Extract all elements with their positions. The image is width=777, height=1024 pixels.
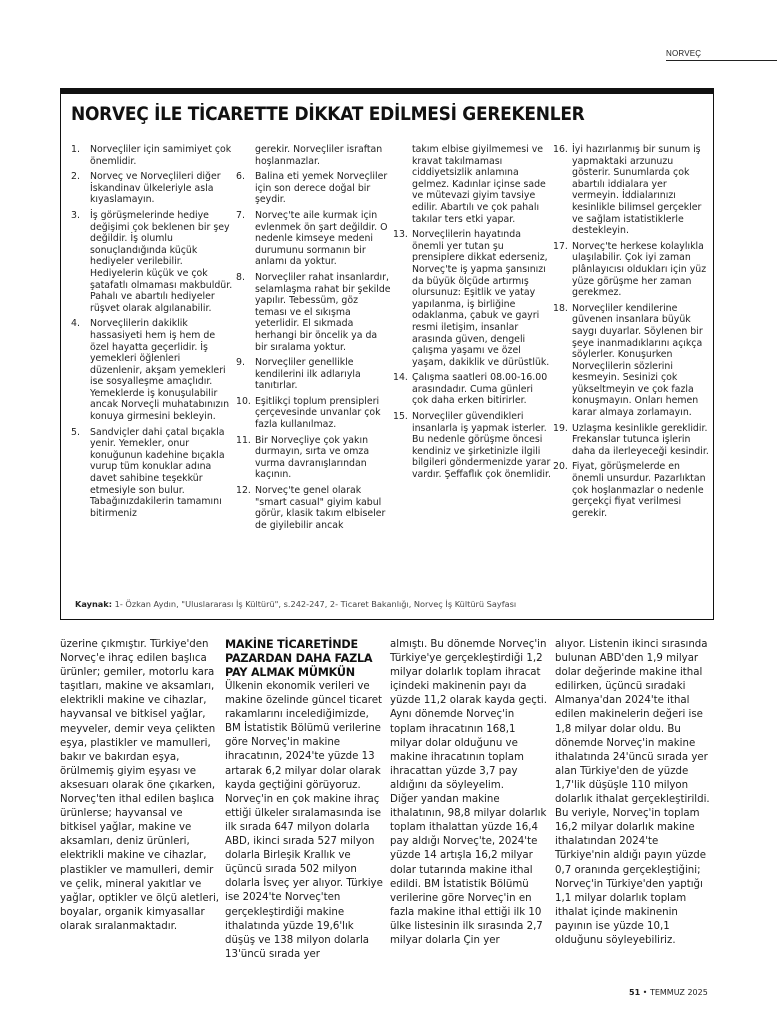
list-item: 3. İş görüşmelerinde hediye değişimi çok beklenen bir şey değildir. İş olumlu sonuçlandığında küçük hediyeler verilebilir. Hediyelerin küçük ve çok şatafatlı olmaması makbuldür. Pahalı ve abartılı hediyeler rüşvet olarak algılanabilir. xyxy=(71,209,233,314)
article-column-4 xyxy=(555,638,715,962)
list-item: 11. Bir Norveçliye çok yakın durmayın, sırta ve omza vurma davranışlarından kaçının. xyxy=(236,434,370,481)
list-item: 4. Norveçlilerin dakiklik hassasiyeti hem iş hem de özel hayatta geçerlidir. İş yemekleri öğlenleri düzenlenir, akşam yemekleri ise sosyalleşme amaçlıdır. Yemeklerde iş konuşulabilir ancak Norveçli muhatabınızın konuya girmesini bekleyin. xyxy=(71,318,230,423)
paragraph: üzerine çıkmıştır. Türkiye'den Norveç'e ihraç edilen başlıca ürünler; gemiler, motorlu kara taşıtları, makine ve aksamları, elektrikli makine ve cihazlar, hayvansal ve bitkisel yağlar, meyveler, demir veya çelikten eşya, plastikler ve mamulleri, bakır ve bakırdan eşya, örülmemiş giyim eşyası ve aksesuarı olarak öne çıkarken, Norveç'ten ithal edilen başlıca ürünlerse; hayvansal ve bitkisel yağlar, makine ve aksamları, deniz ürünleri, elektrikli makine ve cihazlar, plastikler ve mamulleri, demir ve çelik, mineral yakıtlar ve yağlar, optikler ve ölçü aletleri, boyalar, organik kimyasallar olarak sıralanmaktadır. xyxy=(60,639,220,932)
source-text: 1- Özkan Aydın, "Uluslararası İş Kültürü", s.242-247, 2- Ticaret Bakanlığı, Norveç İş Kültürü Sayfası xyxy=(112,599,517,609)
paragraph: Ülkenin ekonomik verileri ve makine özelinde güncel ticaret rakamlarını incelediğimizde, BM İstatistik Bölümü verilerine göre Norveç'in makine ihracatının, 2024'te yüzde 13 artarak 6,2 milyar dolar olarak kayda geçtiğini görüyoruz. Norveç'in en çok makine ihraç ettiği ülkeler sıralamasında ise ilk sırada 647 milyon dolarla ABD, ikinci sırada 527 milyon dolarla Birleşik Krallık ve üçüncü sırada 502 milyon dolarla İsveç yer alıyor. Türkiye ise 2024'te Norveç'ten gerçekleştirdiği makine ithalatında yüzde 19,6'lık düşüş ve 138 milyon dolarla 13'üncü sırada yer xyxy=(225,681,383,960)
list-item-continuation: takım elbise giyilmemesi ve kravat takılmaması ciddiyetsizlik anlamına gelmez. Kadınlar içinse sade ve mütevazi giyim tavsiye edilir. Abartılı ve çok pahalı takılar ters etki yapar. xyxy=(412,144,546,225)
page-footer xyxy=(629,988,708,997)
list-item: 10. Eşitlikçi toplum prensipleri çerçevesinde unvanlar çok fazla kullanılmaz. xyxy=(236,395,381,431)
paragraph: Diğer yandan makine ithalatının, 98,8 milyar dolarlık toplam ithalattan yüzde 16,4 pay aldığı Norveç'te, 2024'te yüzde 14 artışla 16,2 milyar dolar tutarında makine ithal edildi. BM İstatistik Bölümü verilerine göre Norveç'in en fazla makine ithal ettiği ilk 10 ülke listesinin ilk sırasında 2,7 milyar dolarla Çin yer xyxy=(390,794,547,946)
list-item: 1. Norveçliler için samimiyet çok önemlidir. xyxy=(71,144,232,167)
list-item: 8. Norveçliler rahat insanlardır, selamlaşma rahat bir şekilde yapılır. Tebessüm, göz teması ve el sıkışma yeterlidir. El sıkmada herhangi bir öncelik ya da bir sıralama yoktur. xyxy=(236,271,391,353)
list-item: 17. Norveç'te herkese kolaylıkla ulaşılabilir. Çok iyi zaman plânlayıcısı oldukları için yüz yüze görüşme her zaman gerekmez. xyxy=(553,240,707,299)
issue-date: TEMMUZ 2025 xyxy=(649,988,708,997)
list-item: 12. Norveç'te genel olarak "smart casual" giyim kabul görür, klasik takım elbiseler de giyilebilir ancak xyxy=(236,485,386,531)
article-column-1 xyxy=(60,638,220,962)
list-item: 16. İyi hazırlanmış bir sunum iş yapmaktaki arzunuzu gösterir. Sunumlarda çok abartılı iddialara yer vermeyin. İddialarınızı kesinlikle bilimsel gerçekler ve sağlam istatistiklerle destekleyin. xyxy=(553,144,702,237)
tips-box xyxy=(60,88,714,620)
list-item: 6. Balina eti yemek Norveçliler için son derece doğal bir şeydir. xyxy=(236,171,388,206)
list-item-continuation: gerekir. Norveçliler israftan hoşlanmazlar. xyxy=(255,144,383,167)
list-item: 20. Fiyat, görüşmelerde en önemli unsurdur. Pazarlıktan çok hoşlanmazlar o nedenle gerçekçi fiyat verilmesi gerekir. xyxy=(553,461,706,519)
list-item: 14. Çalışma saatleri 08.00-16.00 arasındadır. Cuma günleri çok daha erken bitirirler. xyxy=(393,372,548,407)
box-title: NORVEÇ İLE TİCARETTE DİKKAT EDİLMESİ GEREKENLER xyxy=(71,104,585,125)
source-citation xyxy=(75,599,516,609)
page-number: 51 xyxy=(629,988,641,997)
list-item: 7. Norveç'te aile kurmak için evlenmek ön şart değildir. O nedenle kimseye medeni durumunu sormanın bir anlamı da yoktur. xyxy=(236,209,388,268)
list-item: 19. Uzlaşma kesinlikle gereklidir. Frekanslar tutunca işlerin daha da ilerleyeceği kesindir. xyxy=(553,422,709,457)
list-item: 2. Norveç ve Norveçlileri diğer İskandinav ülkeleriyle asla kıyaslamayın. xyxy=(71,171,221,206)
article-column-2 xyxy=(225,638,385,962)
paragraph: alıyor. Listenin ikinci sırasında bulunan ABD'den 1,9 milyar dolar değerinde makine ithal edilirken, üçüncü sıradaki Almanya'dan 2024'te ithal edilen makinelerin değeri ise 1,8 milyar dolar oldu. Bu dönemde Norveç'in makine ithalatında 24'üncü sırada yer alan Türkiye'den de yüzde 1,7'lik düşüşle 110 milyon dolarlık ithalat gerçekleştirildi. Bu veriyle, Norveç'in toplam 16,2 milyar dolarlık makine ithalatından 2024'te Türkiye'nin aldığı payın yüzde 0,7 oranında gerçekleştiğini; Norveç'in Türkiye'den yaptığı 1,1 milyar dolarlık toplam ithalat içinde makinenin payının ise yüzde 10,1 olduğunu söyleyebiliriz. xyxy=(555,639,710,946)
tips-column-2 xyxy=(236,144,391,596)
article-body xyxy=(60,638,715,962)
subheading: MAKİNE TİCARETİNDE PAZARDAN DAHA FAZLA PAY ALMAK MÜMKÜN xyxy=(225,638,373,679)
section-rule xyxy=(666,60,777,61)
tips-column-4 xyxy=(553,144,713,596)
list-item: 9. Norveçliler genellikle kendilerini ilk adlarıyla tanıtırlar. xyxy=(236,357,361,392)
tips-column-3 xyxy=(393,144,551,596)
list-item: 18. Norveçliler kendilerine güvenen insanlara büyük saygı duyarlar. Söylenen bir şeye inanmadıklarını açıkça söylerler. Konuşurken Norveçlilerin sözlerini kesmeyin. Sesinizi çok yükseltmeyin ve çok fazla konuşmayın. Onları hemen karar almaya zorlamayın. xyxy=(553,302,703,419)
list-item: 15. Norveçliler güvendikleri insanlarla iş yapmak isterler. Bu nedenle görüşme öncesi kendiniz ve şirketinizle ilgili bilgileri göndermenizde yarar vardır. Şeffaflık çok önemlidir. xyxy=(393,411,551,481)
list-item: 5. Sandviçler dahi çatal bıçakla yenir. Yemekler, onur konuğunun kadehine bıçakla vurup tüm konuklar adına davet sahibine teşekkür etmesiyle son bulur. Tabağınızdakilerin tamamını bitirmeniz xyxy=(71,426,225,519)
paragraph: almıştı. Bu dönemde Norveç'in Türkiye'ye gerçekleştirdiği 1,2 milyar dolarlık toplam ihracat içindeki makinenin payı da yüzde 11,2 olarak kayda geçti. Aynı dönemde Norveç'in toplam ihracatının 168,1 milyar dolar olduğunu ve makine ihracatının toplam ihracattan yüzde 3,7 pay aldığını da söyleyelim. xyxy=(390,639,547,791)
footer-separator: • xyxy=(640,988,650,997)
section-label: NORVEÇ xyxy=(666,49,702,58)
tips-columns xyxy=(71,144,711,596)
article-column-3 xyxy=(390,638,550,962)
tips-column-1 xyxy=(71,144,234,596)
list-item: 13. Norveçlilerin hayatında önemli yer tutan şu prensiplere dikkat ederseniz, Norveç'te iş yapma şansınızı da büyük ölçüde artırmış olursunuz: Eşitlik ve yatay yapılanma, iş birliğine odaklanma, çabuk ve gayri resmi iletişim, insanlar arasında güven, dengeli çalışma yaşamı ve özel yaşam, dakiklik ve dürüstlük. xyxy=(393,229,550,368)
source-label: Kaynak: xyxy=(75,599,113,609)
